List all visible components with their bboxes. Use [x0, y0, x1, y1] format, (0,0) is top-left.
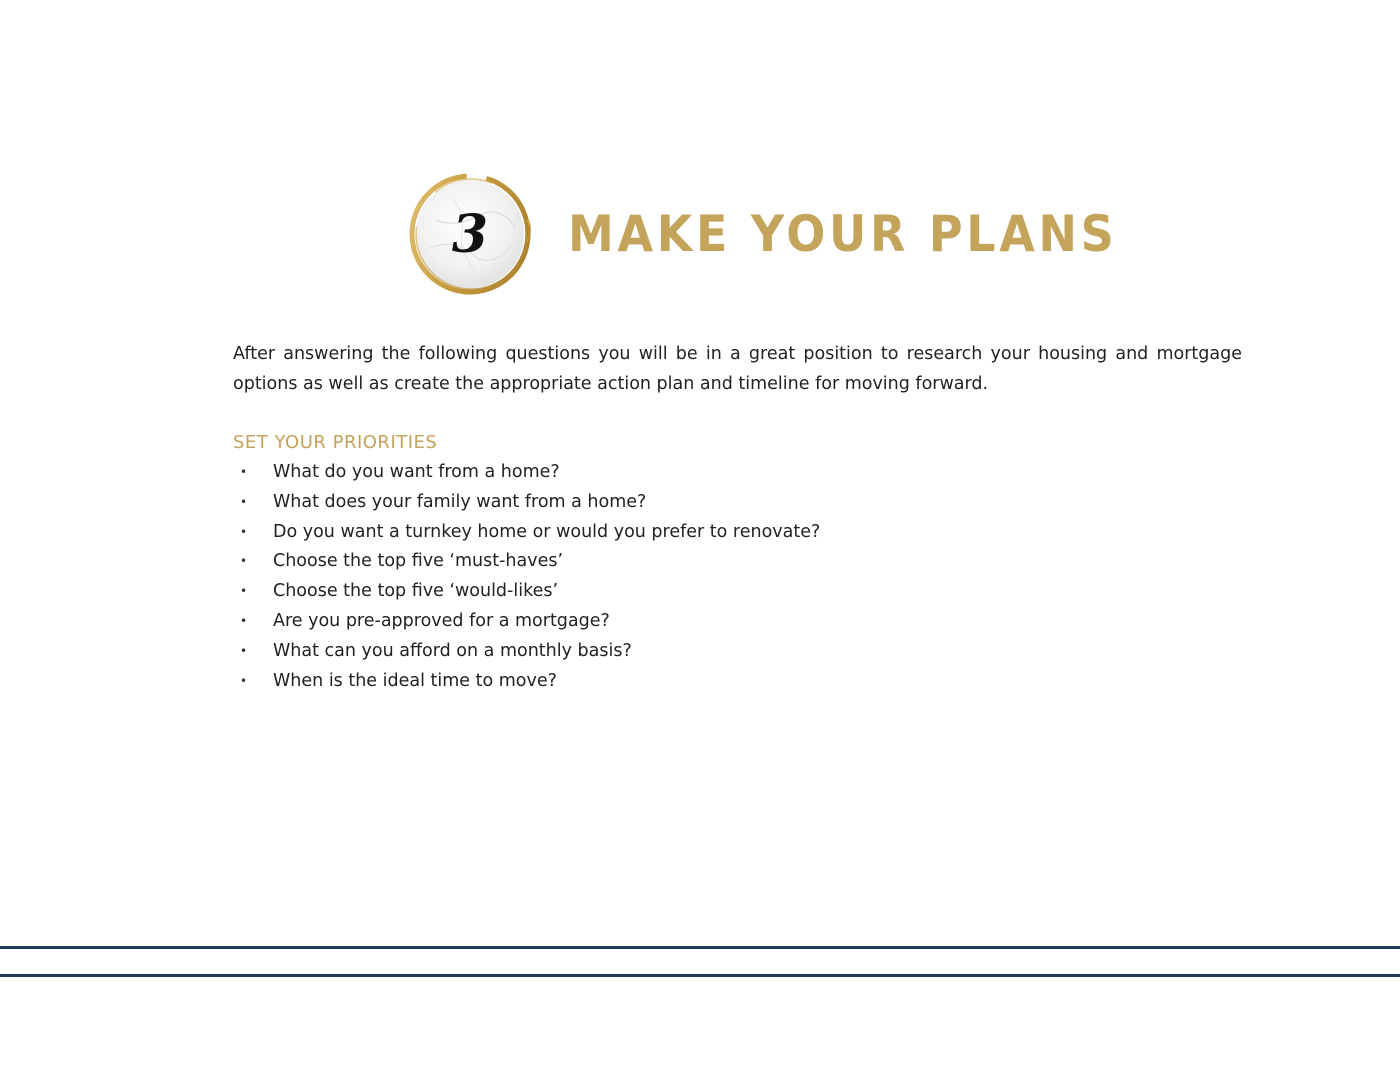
page-title: MAKE YOUR PLANS	[568, 205, 1118, 263]
list-item	[233, 577, 820, 607]
list-item	[233, 637, 820, 667]
list-item	[233, 488, 820, 518]
list-item	[233, 458, 820, 488]
bullet-icon: •	[240, 613, 248, 628]
list-item-text: What does your family want from a home?	[273, 491, 647, 512]
priorities-list	[233, 458, 820, 696]
list-item-text: Do you want a turnkey home or would you prefer to renovate?	[273, 521, 821, 542]
list-item-text: Choose the top five ‘would-likes’	[273, 581, 559, 602]
footer-divider-bottom	[0, 974, 1400, 977]
list-item-text: Are you pre-approved for a mortgage?	[273, 610, 610, 631]
bullet-icon: •	[240, 673, 248, 688]
list-item	[233, 667, 820, 697]
bullet-icon: •	[240, 643, 248, 658]
bullet-icon: •	[240, 554, 248, 569]
bullet-icon: •	[240, 584, 248, 599]
bullet-icon: •	[240, 524, 248, 539]
list-item	[233, 607, 820, 637]
list-item-text: When is the ideal time to move?	[273, 670, 557, 691]
list-item-text: What do you want from a home?	[273, 462, 560, 482]
footer-divider-top	[0, 946, 1400, 949]
priorities-heading: SET YOUR PRIORITIES	[233, 432, 438, 453]
bullet-icon: •	[240, 465, 248, 479]
list-item	[233, 547, 820, 577]
step-number: 3	[451, 203, 489, 265]
section-header	[406, 168, 1165, 300]
list-item	[233, 518, 820, 548]
list-item-text: What can you afford on a monthly basis?	[273, 640, 632, 661]
step-badge	[406, 168, 538, 300]
list-item-text: Choose the top five ‘must-haves’	[273, 551, 564, 572]
bullet-icon: •	[240, 494, 248, 509]
intro-paragraph: After answering the following questions you will be in a great position to research your housing and mortgage options as well as create the appropriate action plan and timeline for moving forward.	[233, 344, 1242, 394]
